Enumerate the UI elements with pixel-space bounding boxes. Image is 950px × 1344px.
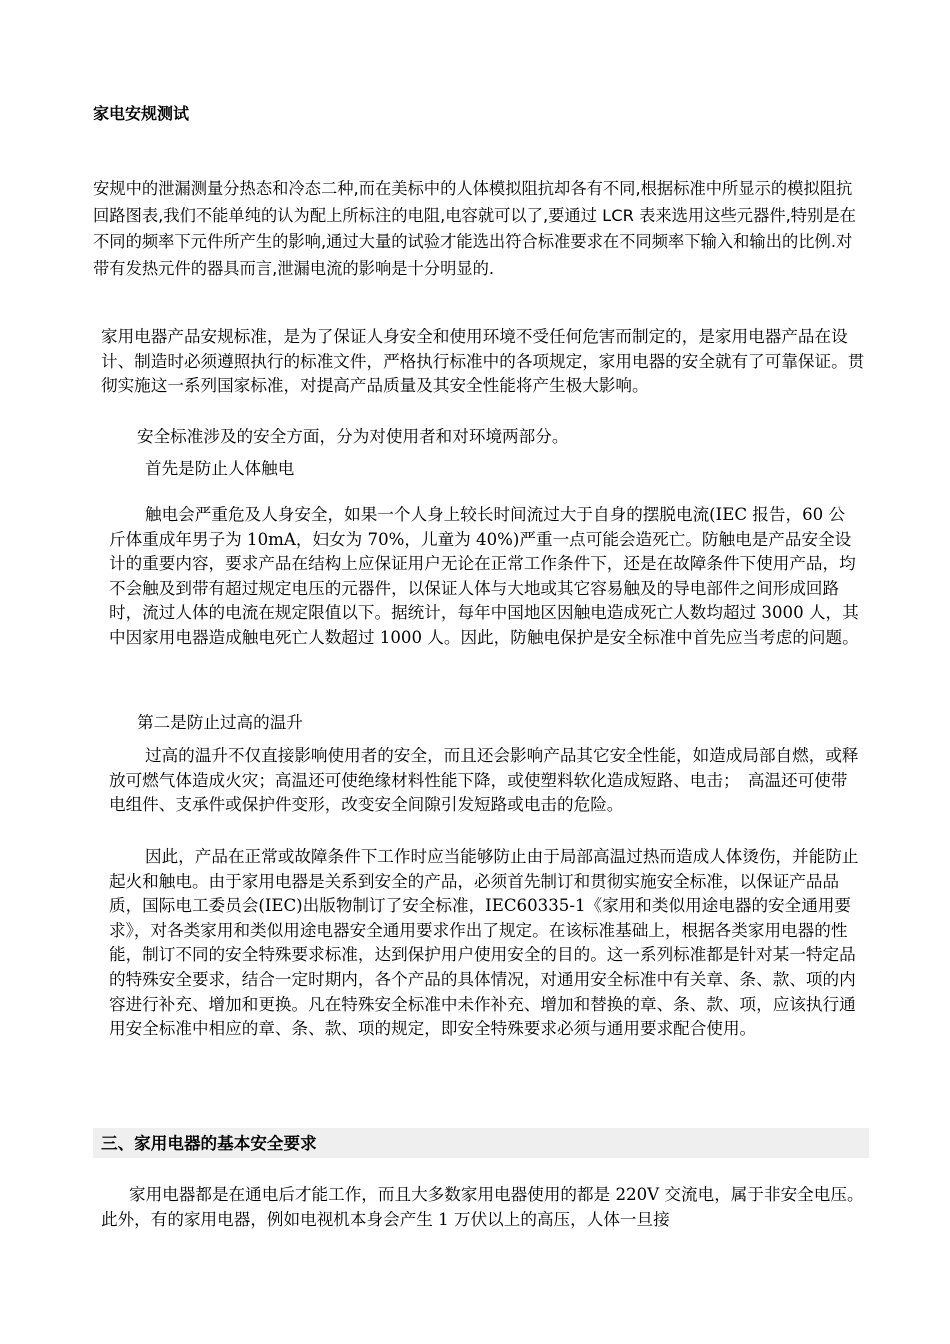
section-three-heading: 三、家用电器的基本安全要求 bbox=[93, 1128, 869, 1158]
electric-shock-paragraph: 触电会严重危及人身安全，如果一个人身上较长时间流过大于自身的摆脱电流(IEC 报告，60 公斤体重成年男子为 10mA，妇女为 70%，儿童为 40%)严重一点可能会造死亡。防触电是产品安全设计的重要内容，要求产品在结构上应保证用户无论在正常工作条件下，还是在故障条件下使用产品，均不会触及到带有超过规定电压的元器件，以保证人体与大地或其它容易触及的导电部件之间形成回路时，流过人体的电流在规定限值以下。据统计，每年中国地区因触电造成死亡人数均超过 3000 人，其中因家用电器造成触电死亡人数超过 1000 人。因此，防触电保护是安全标准中首先应当考虑的问题。 bbox=[109, 505, 859, 647]
standard-intro-paragraph: 家用电器产品安规标准，是为了保证人身安全和使用环境不受任何危害而制定的，是家用电器产品在设计、制造时必须遵照执行的标准文件，严格执行标准中的各项规定，家用电器的安全就有了可靠保证。贯彻实施这一系列国家标准，对提高产品质量及其安全性能将产生极大影响。 bbox=[101, 327, 865, 396]
safety-aspects-paragraph: 安全标准涉及的安全方面，分为对使用者和对环境两部分。 bbox=[137, 427, 569, 446]
document-title: 家电安规测试 bbox=[93, 104, 190, 123]
first-point-heading: 首先是防止人体触电 bbox=[145, 459, 295, 478]
intro-paragraph: 安规中的泄漏测量分热态和冷态二种,而在美标中的人体模拟阻抗却各有不同,根据标准中所显示的模拟阻抗回路图表,我们不能单纯的认为配上所标注的电阻,电容就可以了,要通过 LCR 表来选用这些元器件,特别是在不同的频率下元件所产生的影响,通过大量的试验才能选出符合标准要求在不同频率下输入和输出的比例.对带有发热元件的器具而言,泄漏电流的影响是十分明显的. bbox=[93, 179, 856, 278]
standards-paragraph: 因此，产品在正常或故障条件下工作时应当能够防止由于局部高温过热而造成人体烫伤，并能防止起火和触电。由于家用电器是关系到安全的产品，必须首先制订和贯彻实施安全标准，以保证产品品质，国际电工委员会(IEC)出版物制订了安全标准，IEC60335-1《家用和类似用途电器的安全通用要求》，对各类家用和类似用途电器安全通用要求作出了规定。在该标准基础上，根据各类家用电器的性能，制订不同的安全特殊要求标准，达到保护用户使用安全的目的。这一系列标准都是针对某一特定品的特殊安全要求，结合一定时期内，各个产品的具体情况，对通用安全标准中有关章、条、款、项的内容进行补充、增加和更换。凡在特殊安全标准中未作补充、增加和替换的章、条、款、项，应该执行通用安全标准中相应的章、条、款、项的规定，即安全特殊要求必须与通用要求配合使用。 bbox=[109, 847, 859, 1039]
section-three-body: 家用电器都是在通电后才能工作，而且大多数家用电器使用的都是 220V 交流电，属于非安全电压。此外，有的家用电器，例如电视机本身会产生 1 万伏以上的高压，人体一旦接 bbox=[101, 1185, 864, 1229]
second-point-heading: 第二是防止过高的温升 bbox=[137, 713, 303, 732]
temperature-rise-paragraph: 过高的温升不仅直接影响使用者的安全，而且还会影响产品其它安全性能，如造成局部自燃，或释放可燃气体造成火灾；高温还可使绝缘材料性能下降，或使塑料软化造成短路、电击； 高温还可使带电组件、支承件或保护件变形，改变安全间隙引发短路或电击的危险。 bbox=[109, 746, 859, 815]
